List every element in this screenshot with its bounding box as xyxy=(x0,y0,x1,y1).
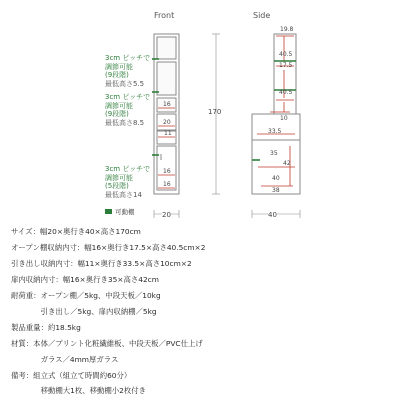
adjustable-note-1: 3cm ピッチで 調節可能 (9段階) 最低高さ5.5 xyxy=(105,54,151,88)
front-dim-11: 11 xyxy=(164,130,172,137)
spec-material-2: ガラス／4mm厚ガラス xyxy=(11,355,119,364)
spec-door: 扉内収納内寸：幅16×奥行き35×高さ42cm xyxy=(11,275,159,284)
front-dim-16c: 16 xyxy=(163,181,171,188)
adjustable-note-3: 3cm ピッチで 調節可能 (5段階) 最低高さ14 xyxy=(105,165,151,199)
adjustable-note-2: 3cm ピッチで 調節可能 (9段階) 最低高さ8.5 xyxy=(105,93,151,127)
spec-drawer: 引き出し収納内寸：幅11×奥行き33.5×高さ10cm×2 xyxy=(11,259,192,268)
side-dim-10: 10 xyxy=(280,115,288,122)
legend-swatch xyxy=(105,209,112,214)
side-dim-38: 38 xyxy=(272,187,280,194)
side-dim-40-5a: 40.5 xyxy=(279,51,293,58)
spec-load-2: 引き出し／5kg、扉内収納棚／5kg xyxy=(11,307,157,316)
side-depth-40: 40 xyxy=(268,211,277,219)
front-open-shelf-1 xyxy=(157,37,176,59)
spec-weight: 製品重量：約18.5kg xyxy=(11,323,81,332)
spec-size: サイズ：幅20×奥行き40×高さ170cm xyxy=(11,227,141,236)
side-dim-40: 40 xyxy=(272,175,280,182)
front-view-label: Front xyxy=(154,11,175,20)
spec-open-shelf: オープン棚収納内寸：幅16×奥行き17.5×高さ40.5cm×2 xyxy=(11,243,206,252)
side-dim-40-5b: 40.5 xyxy=(279,89,293,96)
side-dim-19-8: 19.8 xyxy=(280,26,294,33)
side-view-label: Side xyxy=(253,11,271,20)
spec-note-2: 移動棚大1枚、移動棚小2枚付き xyxy=(11,386,147,395)
front-open-shelf-2 xyxy=(157,62,176,95)
side-dim-17-5: 17.5 xyxy=(279,62,293,69)
front-dim-16b: 16 xyxy=(163,168,171,175)
front-dim-20: 20 xyxy=(163,119,171,126)
side-upper-body xyxy=(274,34,296,114)
spec-load-1: 耐荷重：オープン棚／5kg、中段天板／10kg xyxy=(11,291,161,300)
legend-label: 可動棚 xyxy=(115,208,135,216)
spec-material-1: 材質：本体／プリント化粧繊維板、中段天板／PVC仕上げ xyxy=(11,339,203,348)
front-width-20: 20 xyxy=(162,211,171,219)
side-dim-33-5: 33.5 xyxy=(268,128,282,135)
spec-note-1: 備考：組立式（組立て時間約60分） xyxy=(11,371,132,380)
front-height-170: 170 xyxy=(208,108,222,116)
side-dim-42: 42 xyxy=(283,160,291,167)
side-dim-35: 35 xyxy=(270,150,278,157)
front-dim-16a: 16 xyxy=(163,101,171,108)
